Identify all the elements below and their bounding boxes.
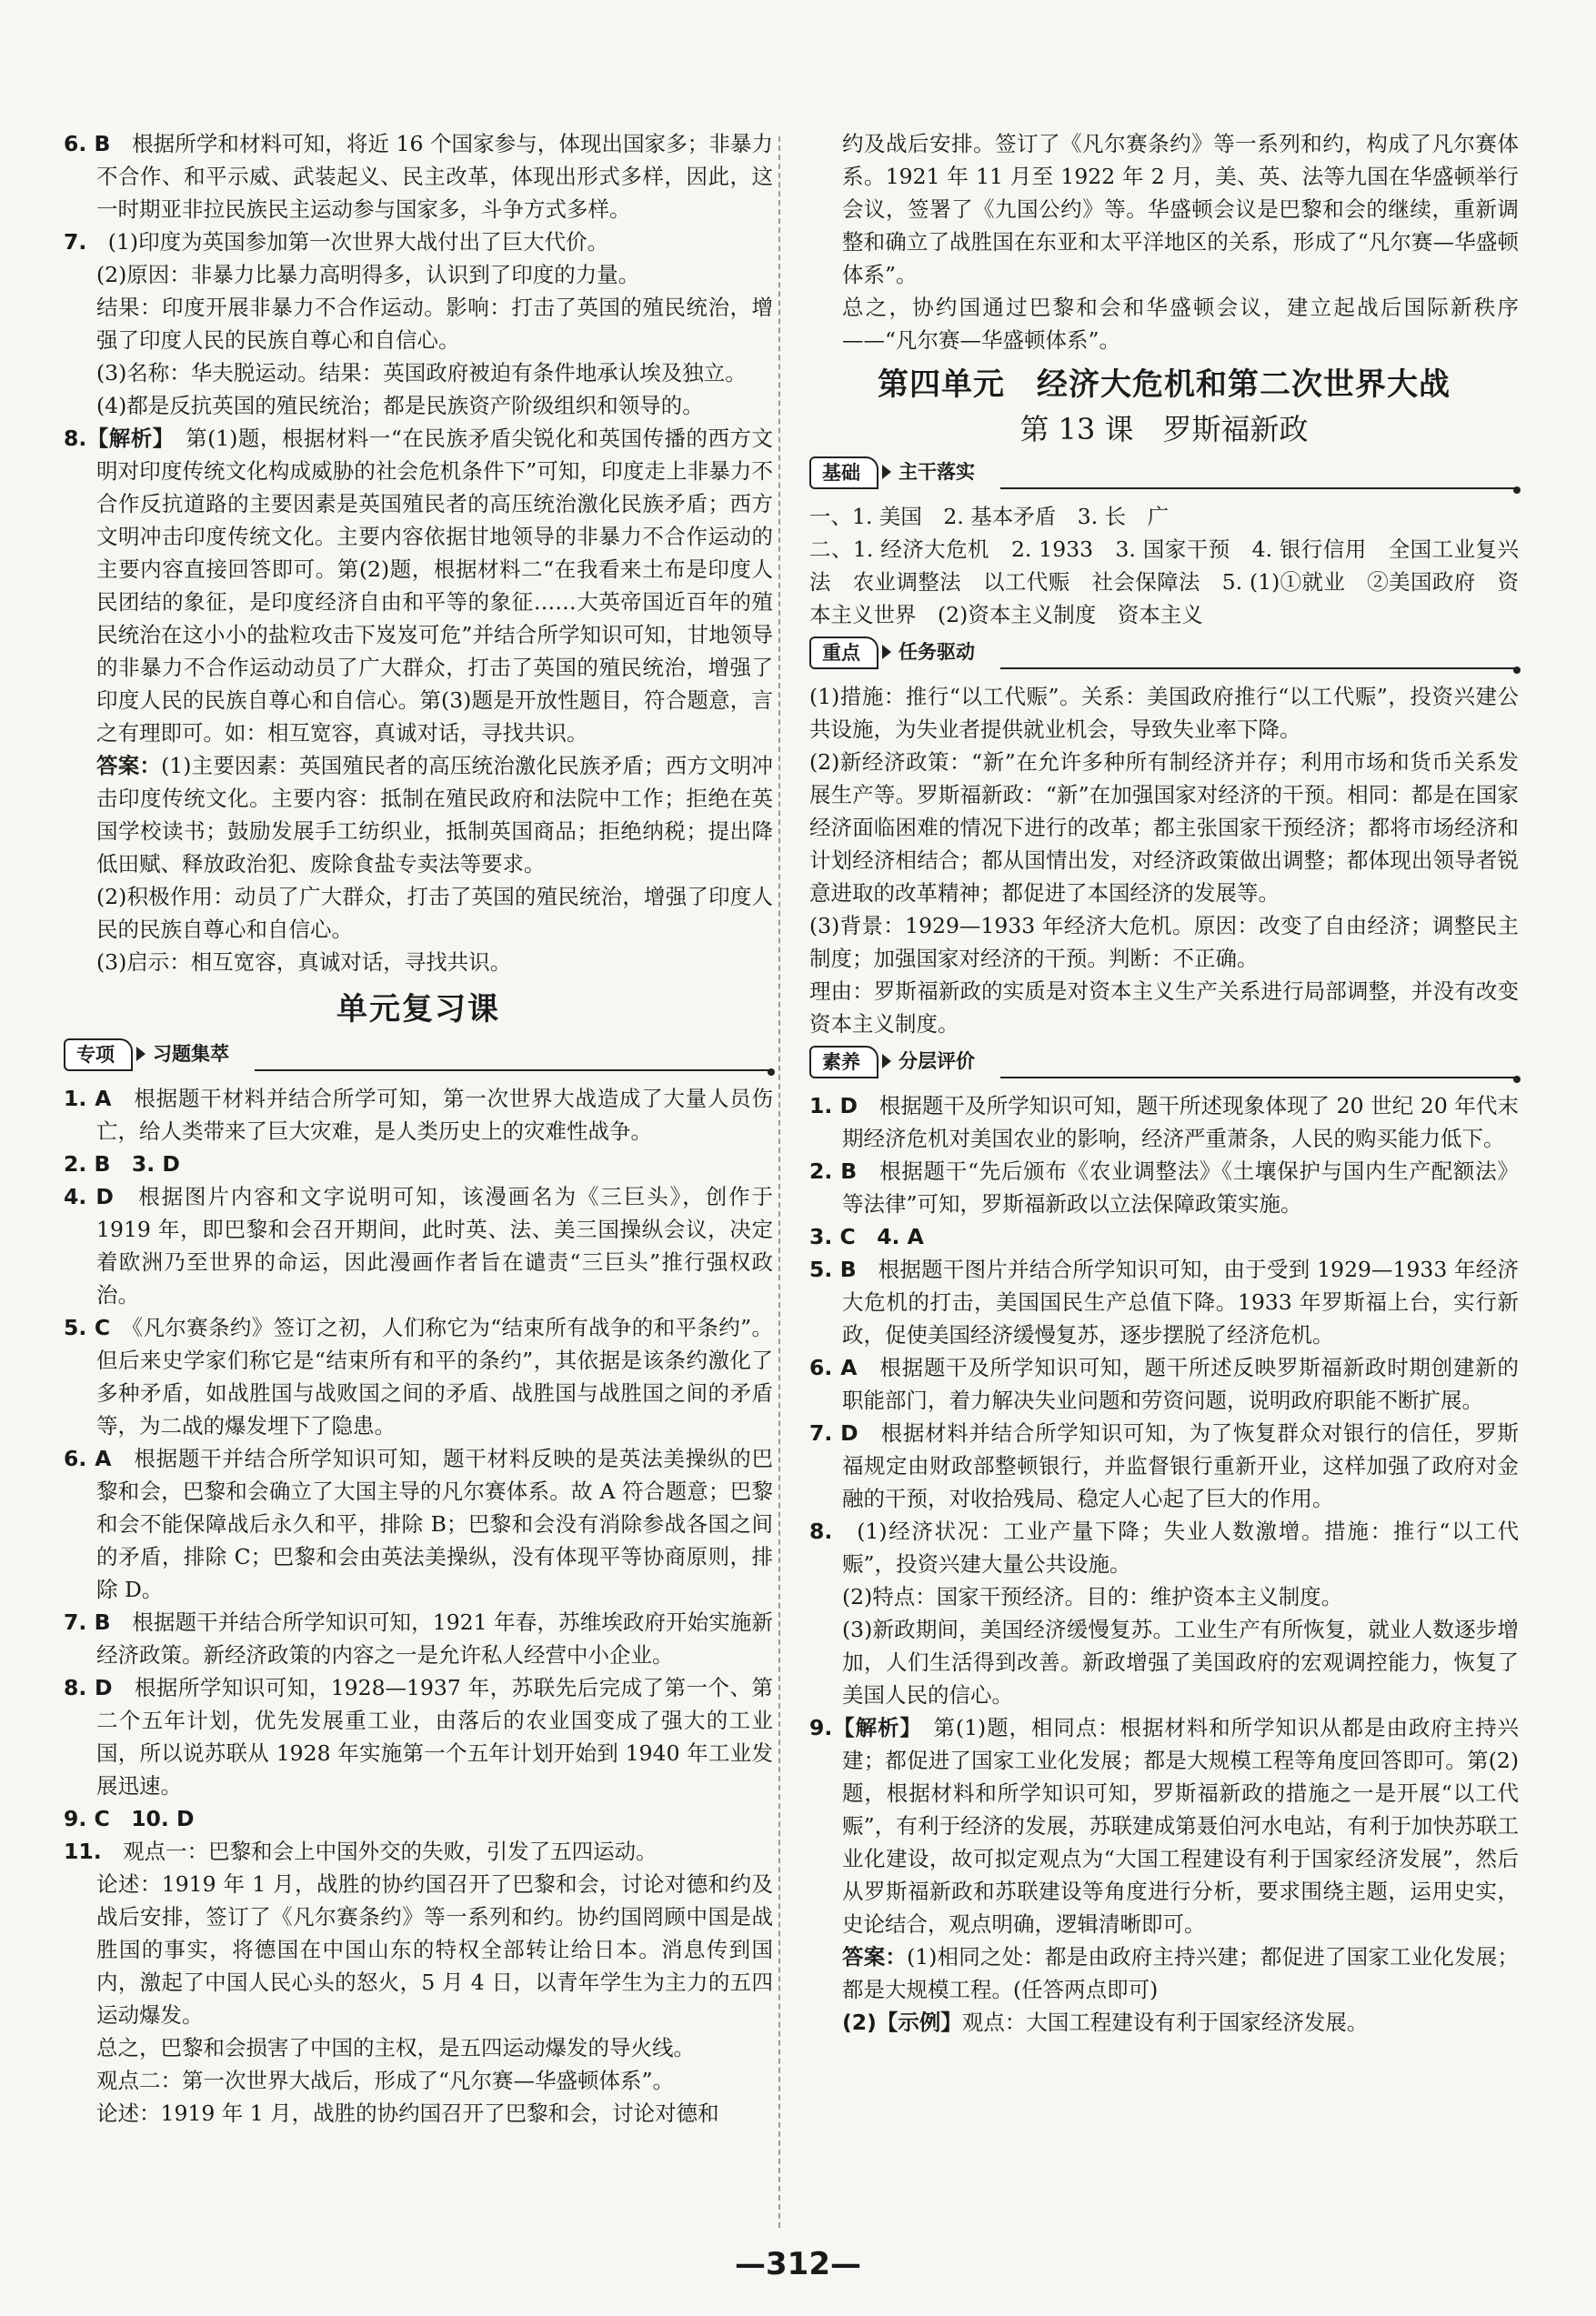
answer-paragraph (64, 1082, 773, 1148)
answer-text: 根据题干“先后颁布《农业调整法》《土壤保护与国内生产配额法》等法律”可知，罗斯福新政以立法保障政策实施。 (842, 1158, 1520, 1217)
answer-text: 根据所学和材料可知，将近 16 个国家参与，体现出国家多；非暴力不合作、和平示威、武装起义、民主改革，体现出形式多样，因此，这一时期亚非拉民族民主运动参与国家多，斗争方式多样。 (96, 131, 774, 222)
page-number: —312— (735, 2246, 861, 2282)
answer-text: 结果：印度开展非暴力不合作运动。影响：打击了英国的殖民统治，增强了印度人民的民族自尊心和自信心。 (96, 295, 773, 353)
answer-text: 论述：1919 年 1 月，战胜的协约国召开了巴黎和会，讨论对德和约及战后安排，签订了《凡尔赛条约》等一系列和约。协约国罔顾中国是战胜国的事实，将德国在中国山东的特权全部转让给日本。消息传到国内，激起了中国人民心头的怒火，5 月 4 日，以青年学生为主力的五四运动爆发。 (96, 1871, 773, 2028)
banner-dot-icon (768, 1068, 775, 1076)
banner-tab-label: 素养 (809, 1046, 878, 1078)
answer-text: (1)相同之处：都是由政府主持兴建；都促进了国家工业化发展；都是大规模工程。(任答两点即可) (842, 1944, 1519, 2002)
arrow-icon (136, 1047, 146, 1061)
answer-paragraph (809, 1940, 1519, 2006)
answer-paragraph (64, 880, 773, 946)
question-number: 7. B (64, 1609, 111, 1635)
section-banner (64, 1038, 773, 1071)
question-number: 8.【解析】 (64, 426, 165, 451)
banner-rule (255, 1069, 773, 1071)
question-number: 2. B (809, 1158, 858, 1184)
answer-paragraph (64, 226, 773, 258)
answer-paragraph (64, 2064, 773, 2097)
answer-paragraph (64, 1311, 773, 1442)
answer-paragraph (64, 356, 773, 389)
banner-tab-label: 基础 (809, 456, 878, 489)
answer-paragraph (809, 1711, 1519, 1940)
question-number: 8. (809, 1519, 833, 1544)
banner-rule (1000, 667, 1519, 669)
answer-text: (3)名称：华夫脱运动。结果：英国政府被迫有条件地承认埃及独立。 (96, 360, 747, 386)
answer-paragraph (809, 1417, 1519, 1515)
arrow-icon (882, 645, 891, 659)
answer-text: (1)经济状况：工业产量下降；失业人数激增。措施：推行“以工代赈”，投资兴建大量公共设施。 (842, 1519, 1519, 1577)
banner-rule (1000, 1077, 1519, 1078)
question-number: 3. C 4. A (809, 1224, 924, 1249)
answer-text: 一、1. 美国 2. 基本矛盾 3. 长 广 (809, 504, 1169, 529)
question-number: 5. C (64, 1315, 111, 1340)
question-number: 答案： (96, 753, 162, 778)
answer-paragraph (64, 127, 773, 226)
answer-paragraph (64, 1802, 773, 1835)
question-number: 1. A (64, 1086, 112, 1111)
answer-text: 根据题干及所学知识可知，题干所述反映罗斯福新政时期创建新的职能部门，着力解决失业问题和劳资问题，说明政府职能不断扩展。 (842, 1355, 1520, 1413)
answer-text: 第(1)题，根据材料一“在民族矛盾尖锐化和英国传播的西方文明对印度传统文化构成威胁的社会危机条件下”可知，印度走上非暴力不合作反抗道路的主要因素是英国殖民者的高压统治激化民族矛盾；西方文明冲击印度传统文化。主要内容依据甘地领导的非暴力不合作运动的主要内容直接回答即可。第(2)题，根据材料二“在我看来土布是印度人民团结的象征，是印度经济自由和平等的象征……大英帝国近百年的殖民统治在这小小的盐粒攻击下岌岌可危”并结合所学知识可知，甘地领导的非暴力不合作运动动员了广大群众，打击了英国的殖民统治，增强了印度人民的民族自尊心和自信心。第(3)题是开放性题目，符合题意，言之有理即可。如：相互宽容，真诚对话，寻找共识。 (96, 426, 774, 746)
answer-text: 约及战后安排。签订了《凡尔赛条约》等一系列和约，构成了凡尔赛体系。1921 年 11 月至 1922 年 2 月，美、英、法等九国在华盛顿举行会议，签署了《九国公约》等。华盛顿会议是巴黎和会的继续，重新调整和确立了战胜国在东亚和太平洋地区的关系，形成了“凡尔赛—华盛顿体系”。 (842, 131, 1519, 287)
arrow-icon (882, 465, 891, 479)
question-number: 4. D (64, 1184, 114, 1209)
answer-text: 根据材料并结合所学知识可知，为了恢复群众对银行的信任，罗斯福规定由财政部整顿银行，并监督银行重新开业，这样加强了政府对金融的干预，对收拾残局、稳定人心起了巨大的作用。 (842, 1420, 1520, 1511)
answer-text: 理由：罗斯福新政的实质是对资本主义生产关系进行局部调整，并没有改变资本主义制度。 (809, 978, 1519, 1037)
question-number: 6. B (64, 131, 111, 156)
answer-paragraph (809, 1253, 1519, 1351)
answer-text: 观点：大国工程建设有利于国家经济发展。 (961, 2010, 1369, 2035)
answer-text: 总之，巴黎和会损害了中国的主权，是五四运动爆发的导火线。 (96, 2035, 695, 2060)
answer-text: 根据图片内容和文字说明可知，该漫画名为《三巨头》，创作于 1919 年，即巴黎和会召开期间，此时英、法、美三国操纵会议，决定着欧洲乃至世界的命运，因此漫画作者旨在谴责“三巨头”推行强权政治。 (96, 1184, 774, 1308)
answer-paragraph (64, 749, 773, 880)
answer-paragraph (809, 500, 1519, 533)
answer-text: 根据题干图片并结合所学知识可知，由于受到 1929—1933 年经济大危机的打击，美国国民生产总值下降。1933 年罗斯福上台，实行新政，促使美国经济缓慢复苏，逐步摆脱了经济危机。 (842, 1257, 1520, 1348)
question-number: 2. B 3. D (64, 1151, 180, 1177)
question-number: 7. D (809, 1420, 858, 1446)
answer-paragraph (809, 975, 1519, 1040)
answer-text: 观点一：巴黎和会上中国外交的失败，引发了五四运动。 (123, 1839, 657, 1864)
lesson-title: 第 13 课 罗斯福新政 (1019, 412, 1309, 446)
answer-text: (1)印度为英国参加第一次世界大战付出了巨大代价。 (107, 229, 609, 255)
question-number: 答案： (842, 1944, 908, 1970)
arrow-icon (882, 1054, 891, 1068)
banner-title: 习题集萃 (153, 1043, 229, 1065)
answer-paragraph (64, 1868, 773, 2031)
banner-tab-label: 重点 (809, 637, 878, 669)
answer-text: (3)新政期间，美国经济缓慢复苏。工业生产有所恢复，就业人数逐步增加，人们生活得到改善。新政增强了美国政府的宏观调控能力，恢复了美国人民的信心。 (842, 1617, 1519, 1708)
answer-text: 二、1. 经济大危机 2. 1933 3. 国家干预 4. 银行信用 全国工业复兴法 农业调整法 以工代赈 社会保障法 5. (1)①就业 ②美国政府 资本主义世界 (2)资本主义制度 资本主义 (809, 536, 1519, 627)
answer-paragraph (809, 746, 1519, 909)
section-title: 单元复习课 (336, 991, 500, 1028)
question-number: 5. B (809, 1257, 857, 1282)
answer-text: (1)措施：推行“以工代赈”。关系：美国政府推行“以工代赈”，投资兴建公共设施，为失业者提供就业机会，导致失业率下降。 (809, 684, 1519, 742)
answer-text: 根据题干及所学知识可知，题干所述现象体现了 20 世纪 20 年代末期经济危机对美国农业的影响，经济严重萧条，人民的购买能力低下。 (842, 1093, 1520, 1151)
answer-paragraph (809, 909, 1519, 975)
answer-paragraph (64, 1671, 773, 1802)
answer-paragraph (64, 291, 773, 356)
banner-title: 分层评价 (898, 1050, 975, 1072)
answer-paragraph (809, 1089, 1519, 1155)
answer-paragraph (809, 533, 1519, 631)
answer-paragraph (64, 1442, 773, 1606)
column-divider (778, 136, 780, 2228)
answer-paragraph (64, 946, 773, 978)
answer-paragraph (809, 127, 1519, 291)
question-number: 1. D (809, 1093, 858, 1118)
answer-text: (3)背景：1929—1933 年经济大危机。原因：改变了自由经济；调整民主制度；加强国家对经济的干预。判断：不正确。 (809, 913, 1519, 971)
answer-paragraph (64, 1180, 773, 1311)
banner-dot-icon (1513, 667, 1521, 674)
answer-paragraph (64, 2031, 773, 2064)
question-number: 7. (64, 229, 87, 255)
banner-tab-label: 专项 (64, 1038, 133, 1071)
left-column (64, 127, 773, 2130)
answer-paragraph (809, 2006, 1519, 2039)
answer-text: 《凡尔赛条约》签订之初，人们称它为“结束所有战争的和平条约”。但后来史学家们称它是“结束所有和平的条约”，其依据是该条约激化了多种矛盾，如战胜国与战败国之间的矛盾、战胜国与战胜国之间的矛盾等，为二战的爆发埋下了隐患。 (96, 1315, 773, 1439)
answer-text: (2)特点：国家干预经济。目的：维护资本主义制度。 (842, 1584, 1343, 1609)
answer-paragraph (64, 2097, 773, 2130)
answer-paragraph (809, 291, 1519, 356)
answer-paragraph (809, 1613, 1519, 1711)
answer-text: 观点二：第一次世界大战后，形成了“凡尔赛—华盛顿体系”。 (96, 2068, 675, 2093)
answer-text: (2)原因：非暴力比暴力高明得多，认识到了印度的力量。 (96, 262, 640, 287)
banner-dot-icon (1513, 486, 1521, 494)
answer-text: 根据所学知识可知，1928—1937 年，苏联先后完成了第一个、第二个五年计划，优先发展重工业，由落后的农业国变成了强大的工业国，所以说苏联从 1928 年实施第一个五年计划开始到 1940 年工业发展迅速。 (96, 1675, 774, 1799)
banner-title: 主干落实 (898, 461, 975, 483)
answer-text: 第(1)题，相同点：根据材料和所学知识从都是由政府主持兴建；都促进了国家工业化发展；都是大规模工程等角度回答即可。第(2)题，根据材料和所学知识可知，罗斯福新政的措施之一是开展“以工代赈”，有利于经济的发展，苏联建成第聂伯河水电站，有利于加快苏联工业化建设，故可拟定观点为“大国工程建设有利于国家经济发展”，然后从罗斯福新政和苏联建设等角度进行分析，要求围绕主题，运用史实，史论结合，观点明确，逻辑清晰即可。 (842, 1715, 1520, 1937)
answer-paragraph (64, 258, 773, 291)
section-banner (809, 637, 1519, 669)
section-banner (809, 456, 1519, 489)
banner-rule (1000, 487, 1519, 489)
answer-paragraph (64, 389, 773, 422)
question-number: 8. D (64, 1675, 113, 1700)
answer-paragraph (809, 1220, 1519, 1253)
answer-text: (1)主要因素：英国殖民者的高压统治激化民族矛盾；西方文明冲击印度传统文化。主要内容：抵制在殖民政府和法院中工作；拒绝在英国学校读书；鼓励发展手工纺织业，抵制英国商品；拒绝纳税；提出降低田赋、释放政治犯、废除食盐专卖法等要求。 (96, 753, 773, 877)
answer-paragraph (809, 1580, 1519, 1613)
answer-paragraph (809, 1351, 1519, 1417)
question-number: 6. A (809, 1355, 858, 1380)
unit-title: 第四单元 经济大危机和第二次世界大战 (878, 366, 1450, 403)
answer-text: 根据题干并结合所学知识可知，题干材料反映的是英法美操纵的巴黎和会，巴黎和会确立了大国主导的凡尔赛体系。故 A 符合题意；巴黎和会不能保障战后永久和平，排除 B；巴黎和会没有消除参战各国之间的矛盾，排除 C；巴黎和会由英法美操纵，没有体现平等协商原则，排除 D。 (96, 1446, 774, 1602)
question-number: 9. C 10. D (64, 1806, 195, 1831)
section-banner (809, 1046, 1519, 1078)
question-number: 9.【解析】 (809, 1715, 912, 1740)
answer-text: (4)都是反抗英国的殖民统治；都是民族资产阶级组织和领导的。 (96, 393, 704, 418)
answer-paragraph (809, 1515, 1519, 1580)
answer-text: (3)启示：相互宽容，真诚对话，寻找共识。 (96, 949, 512, 975)
answer-text: (2)新经济政策：“新”在允许多种所有制经济并存；利用市场和货币关系发展生产等。罗斯福新政：“新”在加强国家对经济的干预。相同：都是在国家经济面临困难的情况下进行的改革；都主张国家干预经济；都将市场经济和计划经济相结合；都从国情出发，对经济政策做出调整；都体现出领导者锐意进取的改革精神；都促进了本国经济的发展等。 (809, 749, 1519, 906)
answer-text: 论述：1919 年 1 月，战胜的协约国召开了巴黎和会，讨论对德和 (96, 2100, 719, 2126)
right-column (809, 127, 1519, 2039)
banner-dot-icon (1513, 1076, 1521, 1083)
answer-paragraph (809, 680, 1519, 746)
answer-text: 根据题干材料并结合所学可知，第一次世界大战造成了大量人员伤亡，给人类带来了巨大灾难，是人类历史上的灾难性战争。 (96, 1086, 774, 1144)
answer-text: 总之，协约国通过巴黎和会和华盛顿会议，建立起战后国际新秩序——“凡尔赛—华盛顿体系”。 (842, 295, 1519, 353)
answer-paragraph (64, 422, 773, 749)
answer-paragraph (64, 1148, 773, 1180)
answer-paragraph (64, 1835, 773, 1868)
question-number: 6. A (64, 1446, 112, 1471)
question-number: 11. (64, 1839, 102, 1864)
answer-text: (2)积极作用：动员了广大群众，打击了英国的殖民统治，增强了印度人民的民族自尊心和自信心。 (96, 884, 773, 942)
answer-text: 根据题干并结合所学知识可知，1921 年春，苏维埃政府开始实施新经济政策。新经济政策的内容之一是允许私人经营中小企业。 (96, 1609, 774, 1668)
answer-paragraph (809, 1155, 1519, 1220)
question-number: (2)【示例】 (842, 2010, 962, 2035)
banner-title: 任务驱动 (898, 641, 975, 663)
answer-paragraph (64, 1606, 773, 1671)
